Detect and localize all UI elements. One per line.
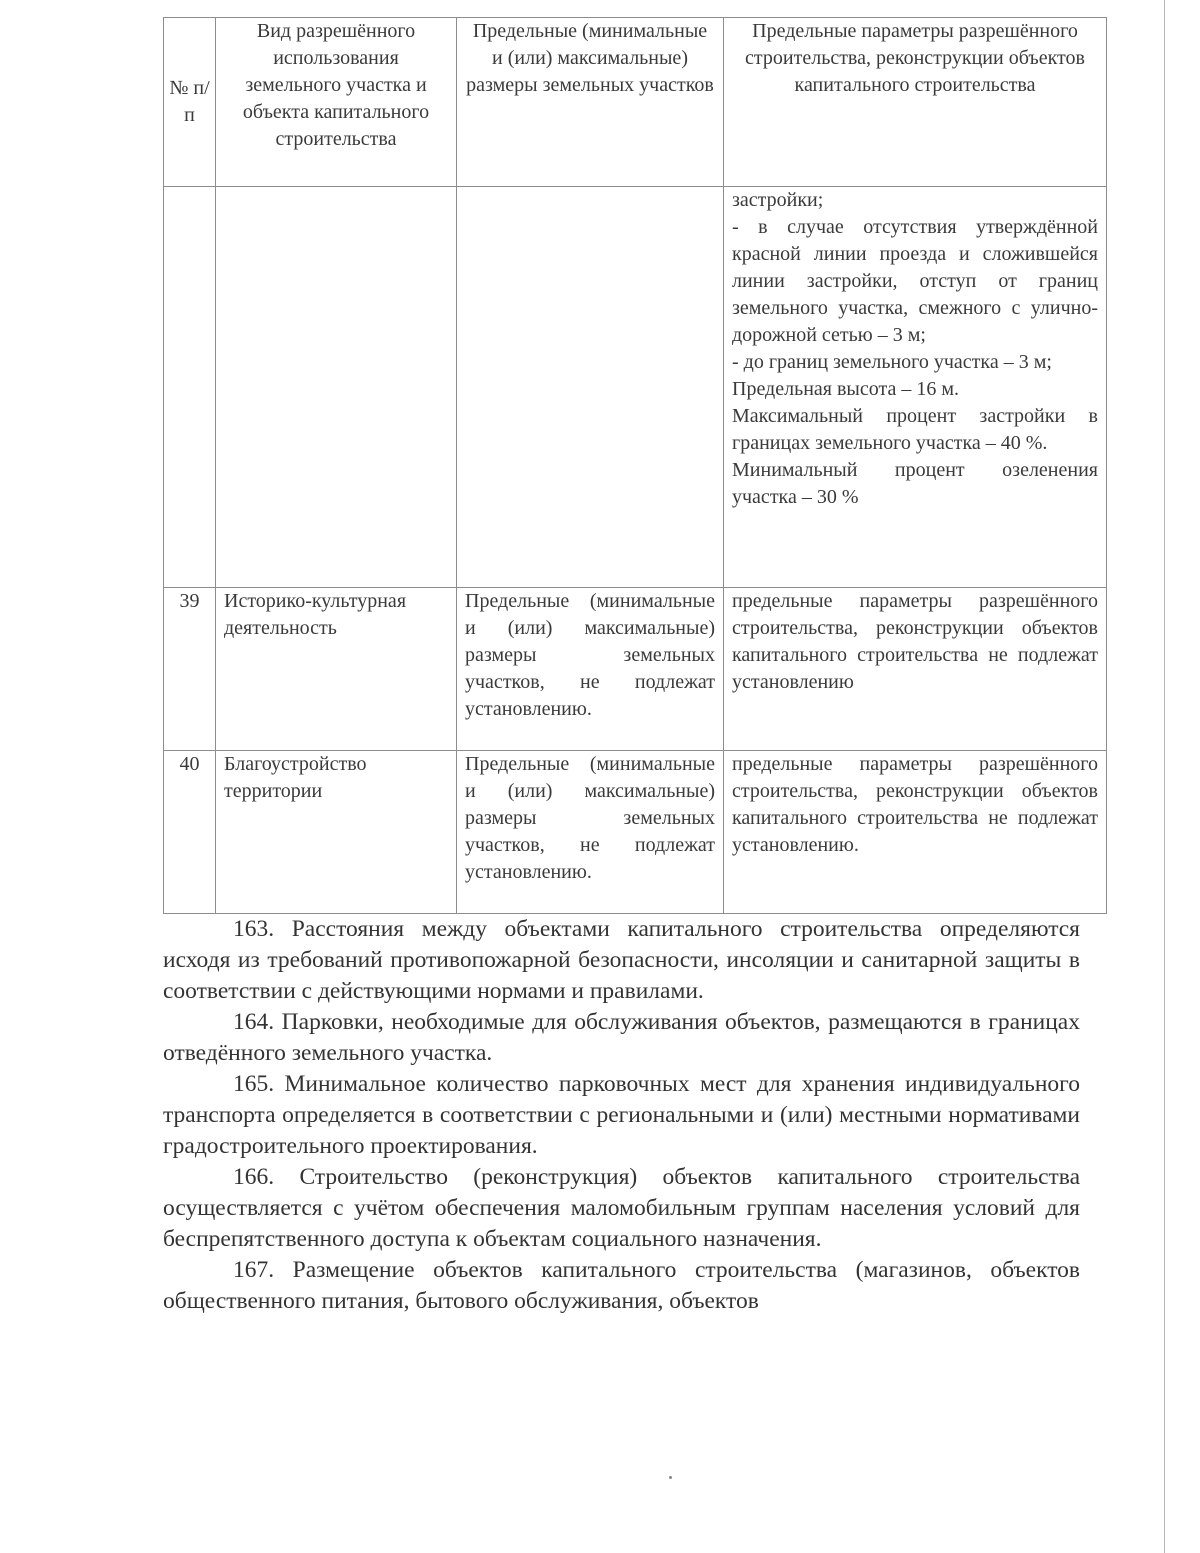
header-use-type: Вид разрешённого использования земельного участка и объекта капитального строительства xyxy=(216,18,457,187)
paragraph-164: 164. Парковки, необходимые для обслуживания объектов, размещаются в границах отведённого земельного участка. xyxy=(163,1009,1080,1066)
table-row xyxy=(164,187,1107,588)
table-row xyxy=(164,751,1107,914)
params-line: Минимальный процент озеленения участка – 30 % xyxy=(732,459,1098,508)
document-body xyxy=(163,914,1080,1317)
params-line: Максимальный процент застройки в границах земельного участка – 40 %. xyxy=(732,405,1098,454)
paragraph-166: 166. Строительство (реконструкция) объектов капитального строительства осуществляется с учётом обеспечения маломобильным группам населения условий для беспрепятственного доступа к объектам социального назначения. xyxy=(163,1164,1080,1252)
paragraph-163: 163. Расстояния между объектами капитального строительства определяются исходя из требований противопожарной безопасности, инсоляции и санитарной защиты в соответствии с действующими нормами и правилами. xyxy=(163,916,1080,1004)
build-params-cell: предельные параметры разрешённого строительства, реконструкции объектов капитального строительства не подлежат установлению xyxy=(724,588,1107,751)
build-params-cell xyxy=(724,187,1107,588)
plot-size-cell: Предельные (минимальные и (или) максимальные) размеры земельных участков, не подлежат установлению. xyxy=(457,588,724,751)
row-number-cell: 40 xyxy=(164,751,216,914)
header-build-params: Предельные параметры разрешённого строительства, реконструкции объектов капитального строительства xyxy=(724,18,1107,187)
params-line: застройки; xyxy=(732,189,824,211)
table-row xyxy=(164,588,1107,751)
params-line: - в случае отсутствия утверждённой красной линии проезда и сложившейся линии застройки, отступ от границ земельного участка, смежного с улично-дорожной сетью – 3 м; xyxy=(732,216,1098,346)
params-line: - до границ земельного участка – 3 м; xyxy=(732,351,1052,373)
scan-speck xyxy=(669,1476,672,1479)
build-params-cell: предельные параметры разрешённого строительства, реконструкции объектов капитального строительства не подлежат установлению. xyxy=(724,751,1107,914)
use-type-cell: Благоустройство территории xyxy=(216,751,457,914)
paragraph-167: 167. Размещение объектов капитального строительства (магазинов, объектов общественного питания, бытового обслуживания, объектов xyxy=(163,1257,1080,1314)
use-type-cell xyxy=(216,187,457,588)
params-line: Предельная высота – 16 м. xyxy=(732,378,960,400)
header-plot-size: Предельные (минимальные и (или) максимальные) размеры земельных участков xyxy=(457,18,724,187)
plot-size-cell: Предельные (минимальные и (или) максимальные) размеры земельных участков, не подлежат установлению. xyxy=(457,751,724,914)
header-number: № п/п xyxy=(164,18,216,187)
row-number-cell xyxy=(164,187,216,588)
land-use-table xyxy=(163,17,1107,914)
row-number-cell: 39 xyxy=(164,588,216,751)
use-type-cell: Историко-культурная деятельность xyxy=(216,588,457,751)
paragraph-165: 165. Минимальное количество парковочных мест для хранения индивидуального транспорта определяется в соответствии с региональными и (или) местными нормативами градостроительного проектирования. xyxy=(163,1071,1080,1159)
page-edge-line xyxy=(1164,0,1165,1553)
plot-size-cell xyxy=(457,187,724,588)
table-header-row xyxy=(164,18,1107,187)
